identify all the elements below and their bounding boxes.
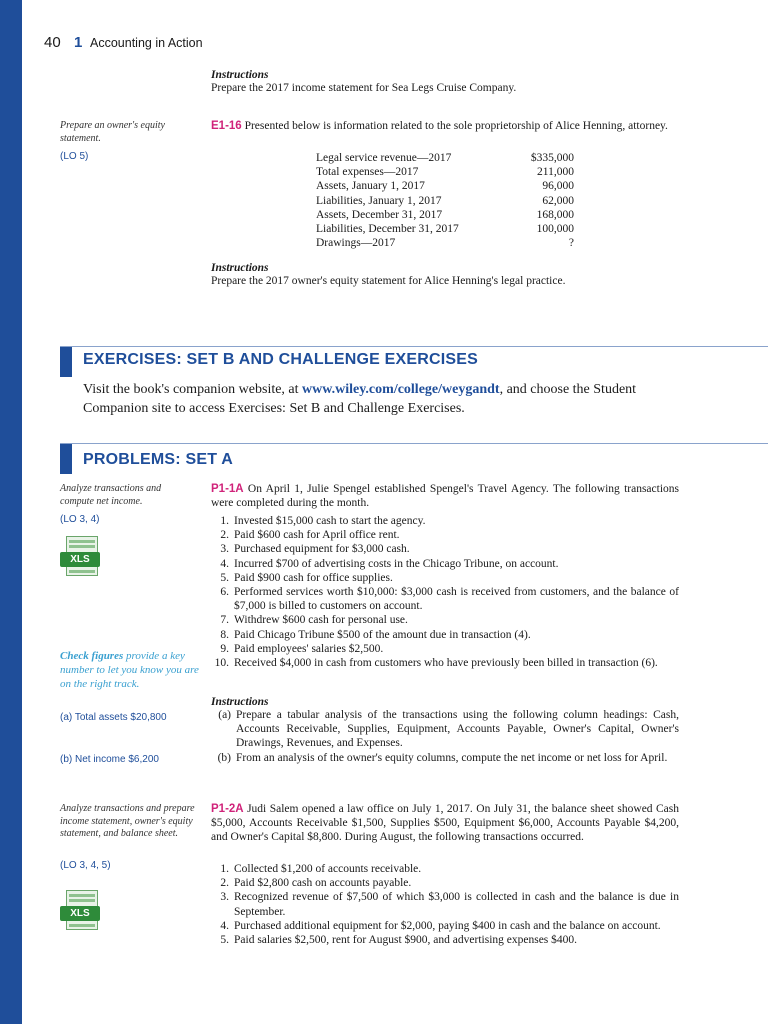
section-marker bbox=[60, 347, 72, 377]
item-number: 3. bbox=[220, 891, 229, 904]
table-row bbox=[316, 208, 574, 222]
item-number: 3. bbox=[220, 543, 229, 556]
list-item bbox=[211, 642, 679, 656]
list-item bbox=[211, 528, 679, 542]
row-value: 62,000 bbox=[542, 194, 574, 207]
list-item bbox=[211, 656, 679, 670]
list-item bbox=[211, 542, 679, 556]
row-value: 96,000 bbox=[542, 180, 574, 193]
item-number: (b) bbox=[217, 751, 231, 764]
list-item bbox=[211, 890, 679, 918]
item-number: 1. bbox=[220, 863, 229, 875]
row-label: Legal service revenue—2017 bbox=[316, 152, 452, 164]
item-number: 2. bbox=[220, 877, 229, 890]
item-text: Invested $15,000 cash to start the agency. bbox=[234, 515, 426, 527]
problems-set-a-title: PROBLEMS: SET A bbox=[83, 451, 233, 468]
item-text: Recognized revenue of $7,500 of which $3,000 is collected in cash and the balance is due in September. bbox=[234, 891, 679, 918]
row-label: Liabilities, January 1, 2017 bbox=[316, 194, 442, 207]
sheet-stripe bbox=[69, 570, 95, 573]
paragraph-text: , and choose the Student Companion site to access Exercises: Set B and Challenge Exercises. bbox=[83, 382, 637, 416]
table-row bbox=[316, 236, 574, 250]
list-item bbox=[211, 571, 679, 585]
p11a-intro-text: On April 1, Julie Spengel established Spengel's Travel Agency. The following transactions were completed during the month. bbox=[211, 483, 680, 510]
chapter-title: Accounting in Action bbox=[90, 36, 203, 50]
sheet-stripe bbox=[69, 924, 95, 927]
p12a-lo: (LO 3, 4, 5) bbox=[60, 860, 111, 871]
item-number: 2. bbox=[220, 529, 229, 542]
p12a-id: P1-2A bbox=[211, 803, 244, 815]
item-text: Purchased equipment for $3,000 cash. bbox=[234, 543, 410, 556]
p11a-id: P1-1A bbox=[211, 483, 244, 495]
item-number: 1. bbox=[220, 515, 229, 527]
page-number: 40 bbox=[44, 34, 61, 51]
item-text: Purchased additional equipment for $2,000, paying $400 in cash and the balance on account. bbox=[234, 919, 661, 932]
item-number: 8. bbox=[220, 628, 229, 641]
item-number: 4. bbox=[220, 919, 229, 932]
item-number: 4. bbox=[220, 557, 229, 570]
p11a-instructions bbox=[211, 696, 679, 765]
item-text: Paid $600 cash for April office rent. bbox=[234, 529, 400, 542]
list-item bbox=[211, 751, 679, 765]
item-text: Performed services worth $10,000: $3,000 cash is received from customers, and the balance of $7,000 is billed to customers on account. bbox=[234, 586, 679, 613]
table-row bbox=[316, 165, 574, 179]
item-text: Paid employees' salaries $2,500. bbox=[234, 642, 384, 655]
paragraph-text: Visit the book's companion website, at bbox=[83, 382, 303, 397]
sheet-stripe bbox=[69, 894, 95, 897]
list-item bbox=[211, 514, 679, 528]
top-instructions bbox=[211, 69, 681, 95]
item-number: 10. bbox=[214, 657, 229, 670]
p12a-intro bbox=[211, 802, 679, 845]
list-item bbox=[211, 919, 679, 933]
check-figure-b: (b) Net income $6,200 bbox=[60, 754, 159, 765]
table-row bbox=[316, 194, 574, 208]
e116-intro bbox=[211, 119, 681, 133]
sheet-stripe bbox=[69, 540, 95, 543]
row-label: Assets, January 1, 2017 bbox=[316, 180, 425, 193]
xls-spreadsheet-icon[interactable] bbox=[58, 888, 104, 934]
item-number: (a) bbox=[218, 709, 231, 721]
chapter-number: 1 bbox=[74, 34, 83, 51]
check-figures-text: provide a key number to let you know you are on the right track. bbox=[60, 650, 199, 690]
instructions-heading: Instructions bbox=[211, 262, 269, 274]
e116-id: E1-16 bbox=[211, 120, 242, 132]
p11a-transaction-list bbox=[211, 514, 679, 670]
item-text: Incurred $700 of advertising costs in the Chicago Tribune, on account. bbox=[234, 557, 559, 570]
instructions-heading: Instructions bbox=[211, 696, 269, 708]
check-figures-bold: Check figures bbox=[60, 650, 124, 662]
item-number: 6. bbox=[220, 586, 229, 599]
table-row bbox=[316, 222, 574, 236]
row-value: 100,000 bbox=[536, 223, 574, 236]
table-row bbox=[316, 179, 574, 193]
e116-instructions bbox=[211, 262, 681, 288]
p12a-transaction-list bbox=[211, 862, 679, 947]
exercises-set-b-title: EXERCISES: SET B AND CHALLENGE EXERCISES bbox=[83, 351, 479, 368]
item-number: 9. bbox=[220, 642, 229, 655]
sheet-stripe bbox=[69, 899, 95, 902]
instructions-text: Prepare the 2017 income statement for Sea Legs Cruise Company. bbox=[211, 82, 517, 94]
p12a-intro-text: Judi Salem opened a law office on July 1, 2017. On July 31, the balance sheet showed Cash $5,000, Accounts Receivable $1,500, Supplies $500, Equipment $6,000, Accounts Payable $4,200, and Owner's Capital $8,800. During August, the following transactions occurred. bbox=[211, 803, 680, 844]
list-item bbox=[211, 862, 679, 876]
p11a-intro bbox=[211, 482, 679, 510]
check-figure-a: (a) Total assets $20,800 bbox=[60, 712, 167, 723]
page-spine-bar bbox=[0, 0, 22, 1024]
e116-lo: (LO 5) bbox=[60, 151, 89, 162]
p11a-side-note: Analyze transactions and compute net income. bbox=[60, 483, 162, 507]
item-text: Paid salaries $2,500, rent for August $900, and advertising expenses $400. bbox=[234, 934, 578, 947]
companion-website-link[interactable]: www.wiley.com/college/weygandt bbox=[302, 382, 500, 397]
item-text: Withdrew $600 cash for personal use. bbox=[234, 614, 408, 627]
item-text: From an analysis of the owner's equity columns, compute the net income or net loss for April. bbox=[236, 751, 668, 764]
row-value: $335,000 bbox=[530, 152, 574, 164]
sheet-stripe bbox=[69, 545, 95, 548]
list-item bbox=[211, 585, 679, 613]
exercises-set-b-text bbox=[83, 381, 683, 418]
row-label: Drawings—2017 bbox=[316, 237, 396, 250]
item-text: Prepare a tabular analysis of the transactions using the following column headings: Cash, Accounts Receivable, Supplies, Equipment, Accounts Payable, Owner's Capital, Owner's Drawings, Revenues, and Expenses. bbox=[236, 709, 679, 750]
p11a-lo: (LO 3, 4) bbox=[60, 514, 100, 525]
list-item bbox=[211, 628, 679, 642]
row-label: Total expenses—2017 bbox=[316, 166, 419, 179]
xls-label: XLS bbox=[60, 552, 100, 567]
section-divider bbox=[60, 443, 768, 444]
list-item bbox=[211, 613, 679, 627]
e116-data-table bbox=[316, 151, 574, 250]
check-figures-note bbox=[60, 649, 200, 691]
row-value: 168,000 bbox=[536, 208, 574, 221]
item-text: Paid Chicago Tribune $500 of the amount due in transaction (4). bbox=[234, 628, 531, 641]
item-text: Collected $1,200 of accounts receivable. bbox=[234, 863, 422, 875]
item-text: Paid $2,800 cash on accounts payable. bbox=[234, 877, 412, 890]
e116-intro-text: Presented below is information related to the sole proprietorship of Alice Henning, attorney. bbox=[244, 120, 668, 132]
instructions-text: Prepare the 2017 owner's equity statement for Alice Henning's legal practice. bbox=[211, 275, 566, 287]
section-divider bbox=[60, 346, 768, 347]
row-value: 211,000 bbox=[537, 166, 574, 179]
p12a-side-note: Analyze transactions and prepare income statement, owner's equity statement, and balance sheet. bbox=[60, 803, 195, 839]
item-text: Paid $900 cash for office supplies. bbox=[234, 571, 393, 584]
row-label: Assets, December 31, 2017 bbox=[316, 208, 443, 221]
item-number: 5. bbox=[220, 934, 229, 947]
section-marker bbox=[60, 444, 72, 474]
list-item bbox=[211, 708, 679, 751]
list-item bbox=[211, 933, 679, 947]
instructions-heading: Instructions bbox=[211, 69, 269, 81]
p11a-instruction-list bbox=[211, 708, 679, 765]
item-text: Received $4,000 in cash from customers who have previously been billed in transaction (6). bbox=[234, 657, 658, 670]
row-value: ? bbox=[568, 237, 574, 250]
list-item bbox=[211, 876, 679, 890]
item-number: 5. bbox=[220, 571, 229, 584]
item-number: 7. bbox=[220, 614, 229, 627]
e116-side-note: Prepare an owner's equity statement. bbox=[60, 120, 165, 144]
xls-spreadsheet-icon[interactable] bbox=[58, 534, 104, 580]
row-label: Liabilities, December 31, 2017 bbox=[316, 223, 459, 236]
list-item bbox=[211, 557, 679, 571]
xls-label: XLS bbox=[60, 906, 100, 921]
table-row bbox=[316, 151, 574, 165]
